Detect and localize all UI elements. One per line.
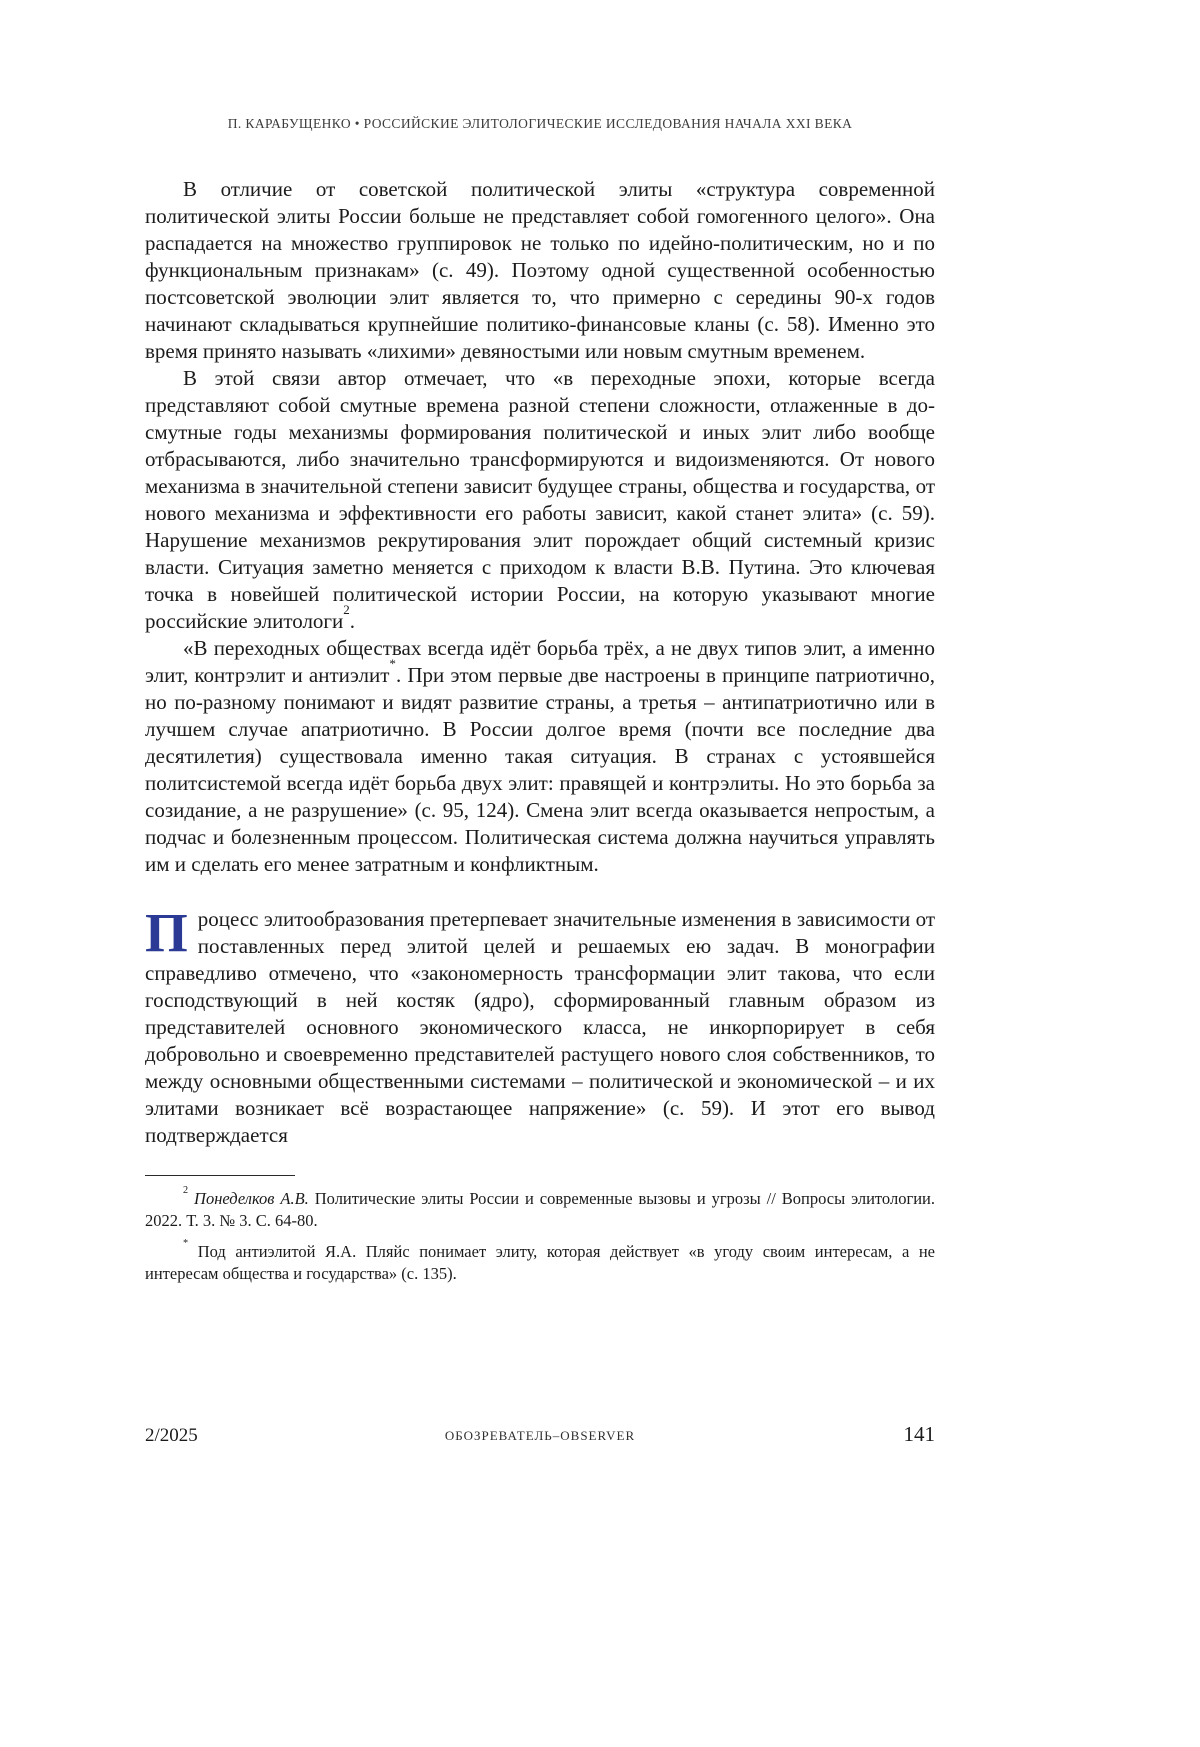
footnote-2-marker: * <box>183 1237 189 1249</box>
footnote-separator <box>145 1175 295 1176</box>
footnote-ref-asterisk: * <box>389 656 396 672</box>
paragraph-4-text: роцесс элитообразования претерпевает значительные изменения в зависимости от поставленных перед элитой целей и решаемых ею задач. В монографии справедливо отмечено, что «закономерность трансформации элит такова, что если господствующий в ней костяк (ядро), сформированный главным образом из представителей основного экономического класса, не инкорпорирует в себя добровольно и своевременно представителей растущего нового слоя собственников, то между основными общественными системами – политической и экономической – и их элитами возникает всё возрастающее напряжение» (с. 59). И этот его вывод подтверждается <box>145 907 935 1147</box>
page-footer <box>145 1421 935 1447</box>
footnote-ref-2: 2 <box>343 602 350 618</box>
paragraph-3 <box>145 635 935 878</box>
footnote-1-text: Политические элиты России и современные вызовы и угрозы // Вопросы элитологии. 2022. Т. 3. № 3. С. 64-80. <box>145 1189 935 1230</box>
footnote-2 <box>145 1237 935 1285</box>
issue-number: 2/2025 <box>145 1425 198 1446</box>
footnote-1-author: Понеделков А.В. <box>194 1189 309 1208</box>
footnotes-section <box>145 1175 935 1285</box>
paragraph-2 <box>145 365 935 635</box>
paragraph-4 <box>145 902 935 1149</box>
footnote-2-text: Под антиэлитой Я.А. Пляйс понимает элиту, которая действует «в угоду своим интересам, а не интересам общества и государства» (с. 135). <box>145 1242 935 1283</box>
article-body <box>145 176 935 1149</box>
running-header: П. КАРАБУЩЕНКО • РОССИЙСКИЕ ЭЛИТОЛОГИЧЕСКИЕ ИССЛЕДОВАНИЯ НАЧАЛА XXI ВЕКА <box>227 116 853 131</box>
drop-cap: П <box>145 902 188 963</box>
paragraph-2-text: В этой связи автор отмечает, что «в переходные эпохи, которые всегда представляют собой смутные времена разной степени сложности, отлаженные в до-смутные годы механизмы формирования политической и иных элит либо вообще отбрасываются, либо значительно трансформируются и видоизменяются. От нового механизма в значительной степени зависит будущее страны, общества и государства, от нового механизма и эффективности его работы зависит, какой станет элита» (с. 59). Нарушение механизмов рекрутирования элит порождает общий системный кризис власти. Ситуация заметно меняется с приходом к власти В.В. Путина. Это ключевая точка в новейшей политической истории России, на которую указывают многие российские элитологи <box>145 366 935 633</box>
paragraph-3-text1: «В переходных обществах всегда идёт борьба трёх, а не двух типов элит, а именно элит, контрэлит и антиэлит <box>145 636 935 687</box>
journal-name: ОБОЗРЕВАТЕЛЬ–OBSERVER <box>444 1428 636 1443</box>
paragraph-1: В отличие от советской политической элиты «структура современной политической элиты России больше не представляет собой гомогенного целого». Она распадается на множество группировок не только по идейно-политическим, но и по функциональным признакам» (с. 49). Поэтому одной существенной особенностью постсоветской эволюции элит является то, что примерно с середины 90-х годов начинают складываться крупнейшие политико-финансовые кланы (с. 58). Именно это время принято называть «лихими» девяностыми или новым смутным временем. <box>145 177 935 363</box>
page-number: 141 <box>903 1422 935 1446</box>
footnote-1-marker: 2 <box>183 1184 189 1196</box>
footnote-1 <box>145 1184 935 1232</box>
page-content <box>145 0 935 1294</box>
paragraph-2-after: . <box>349 609 356 633</box>
paragraph-3-text2: . При этом первые две настроены в принципе патриотично, но по-разному понимают и видят развитие страны, а третья – антипатриотично или в лучшем случае апатриотично. В России долгое время (почти все последние два десятилетия) существовала именно такая ситуация. В странах с устоявшейся политсистемой всегда идёт борьба двух элит: правящей и контрэлиты. Но это борьба за созидание, а не разрушение» (с. 95, 124). Смена элит всегда оказывается непростым, а подчас и болезненным процессом. Политическая система должна научиться управлять им и сделать его менее затратным и конфликтным. <box>145 663 935 876</box>
